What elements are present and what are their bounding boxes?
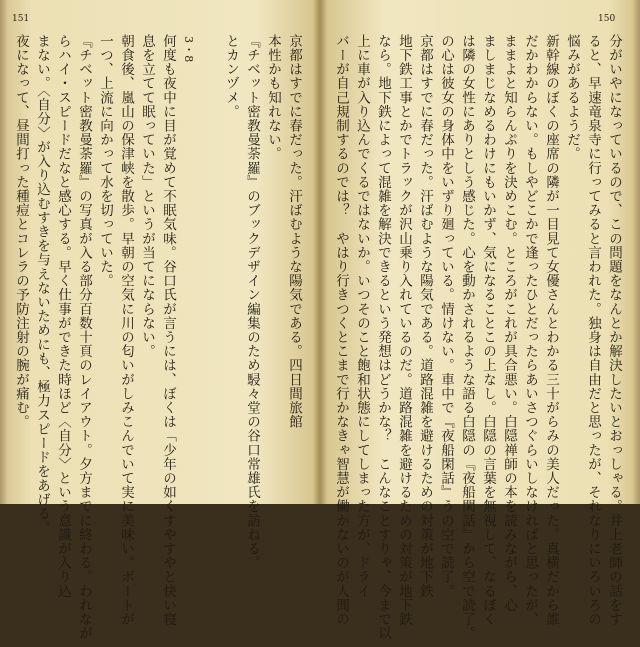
text-line: だかわからない。もしやどこかで逢ったひとだったらあいさつぐらいしなければと思ったが、 — [522, 34, 538, 627]
text-line: 夜になって、昼間打った種痘とコレラの予防注射の腕が痛む。 — [13, 34, 29, 429]
book-gutter — [312, 0, 328, 504]
text-line: 息を立てて眠っていた」というが当てにならない。 — [139, 34, 155, 359]
text-line: の心は彼女の身体中をいずり廻っている。情けない。車中で『夜船閑話』うの空で読了。 — [438, 34, 454, 598]
text-line: 『チベット密教曼荼羅』の写真が入る部分百数十頁のレイアウト。夕方までに終わる。われなが — [76, 34, 92, 641]
text-line — [199, 34, 220, 486]
diary-date: 3・8 — [182, 36, 195, 63]
right-page-text — [333, 34, 624, 641]
text-line: 本性かも知れない。 — [265, 34, 281, 161]
text-line: 『チベット密教曼荼羅』のブックデザイン編集のため駸々堂の谷口常雄氏を訪ねる。 — [244, 34, 260, 570]
text-line: 地下鉄工事とかでトラックが沢山乗り入れているのだ。道路混雑を避けるための対策が地下鉄 — [396, 34, 412, 627]
text-line: バーが自己規制するのでは？ やはり行きつくとこまで行かなきゃ智慧が働かないのが人間の — [333, 34, 349, 627]
text-line: 分がいやになっているので、この問題をなんとか解決したいとおっしゃる。井上老師の話をす — [606, 34, 622, 627]
text-line: 一つ、上流に向かって水を切っていた。 — [97, 34, 113, 288]
text-line: なら。地下鉄によって混雑を解決できるという発想はどうかな？ こんなことすりゃ、今まで以 — [375, 34, 391, 641]
text-line: 京都はすでに春だった。汗ばむような陽気である。道路混雑を避けるための対策が地下鉄 — [417, 34, 433, 598]
text-line: ましまじなめるわけにもいかず、気になることこの上なし。白隠の言葉を無視して、なるぼく — [480, 34, 496, 627]
right-page-number: 150 — [598, 14, 616, 24]
right-edge-shadow — [632, 0, 640, 504]
text-line: 何度も夜中に目が覚めて不眠気味。谷口氏が言うには、ぼくは「少年の如くすやすやと快い寝 — [160, 34, 176, 627]
text-line: ると、早速竜泉寺に行ってみると言われた。独身は自由だと思ったが、それなりにいろいろの — [585, 34, 601, 627]
text-line: ままよと知らんぷりを決めこむ。ところがこれが具合悪い。白隠禅師の本を読みながら、心 — [501, 34, 517, 613]
text-line — [0, 34, 10, 486]
text-line: 新幹線のぼくの座席の隣が一目見て女優さんとわかる三十がらみの美人だった。真横だから誰 — [543, 34, 559, 627]
text-line: らハイ・スピードだなと感心する。早く仕事ができた時ほど〈自分〉という意識が入り込 — [55, 34, 71, 598]
left-page-number: 151 — [12, 14, 30, 24]
text-line: 朝食後、嵐山の保津峡を散歩。早朝の空気に川の匂いがしみこんでいて実に美味い。ボートが — [118, 34, 134, 627]
text-line: 京都はすでに春だった。汗ばむような陽気である。四日間旅館 — [286, 34, 302, 429]
left-page-text — [13, 34, 304, 641]
text-line: は隣の女性にありとしう感じた。心を動かされるような語る白隠の『夜船閑話』から空で読了。 — [459, 34, 475, 641]
text-line: 上に車が入り込んでくるではないか。いつそのこと飽和状態にしてしまった方が、ドライ — [354, 34, 370, 598]
text-line: とカンヅメ。 — [223, 34, 239, 119]
text-line: 悩みがあるようだ。 — [564, 34, 580, 161]
text-line: まない。〈自分〉が入り込むすきを与えないためにも、極力スピードをあげる。 — [34, 34, 50, 535]
